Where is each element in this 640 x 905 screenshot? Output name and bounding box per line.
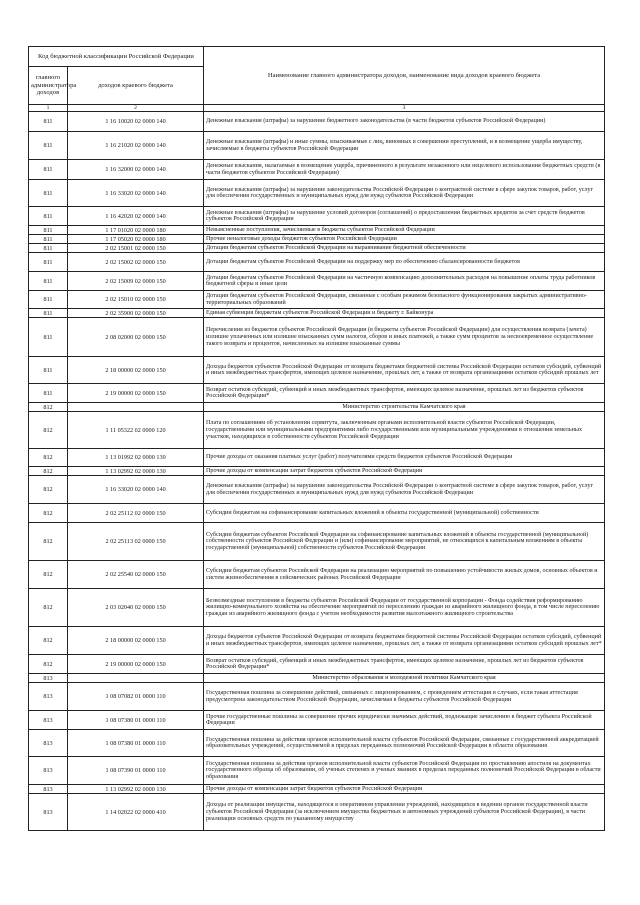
admin-code-cell: 812	[29, 523, 68, 561]
income-name-cell: Субсидии бюджетам на софинансирование капитальных вложений в объекты государственной (муниципальной) собственности	[204, 504, 605, 523]
admin-code-cell: 811	[29, 226, 68, 235]
table-row	[29, 244, 605, 253]
section-header-row	[29, 403, 605, 412]
income-name-cell: Денежные взыскания (штрафы) за нарушение условий договоров (соглашений) о предоставлении бюджетных кредитов за счет средств бюджетов субъектов Российской Федерации	[204, 207, 605, 226]
table-row	[29, 476, 605, 504]
admin-code-cell: 811	[29, 291, 68, 309]
income-code-cell: 2 02 15002 02 0000 150	[68, 253, 204, 272]
income-code-cell: 2 18 00000 02 0000 150	[68, 357, 204, 384]
admin-code-cell: 813	[29, 757, 68, 785]
table-row	[29, 235, 605, 244]
income-name-cell: Прочие государственные пошлины за совершение прочих юридически значимых действий, подлежащие зачислению в бюджет субъекта Российской Федерации	[204, 711, 605, 730]
income-name-cell: Министерство строительства Камчатского края	[204, 403, 605, 412]
table-row	[29, 160, 605, 180]
income-name-cell: Прочие доходы от компенсации затрат бюджетов субъектов Российской Федерации	[204, 467, 605, 476]
table-row	[29, 384, 605, 403]
income-code-cell: 2 02 25113 02 0000 150	[68, 523, 204, 561]
income-name-cell: Доходы бюджетов субъектов Российской Федерации от возврата бюджетами бюджетной системы Российской Федерации остатков субсидий, субвенций и иных межбюджетных трансфертов, имеющих целевое назначение, прошлых лет, а также от возврата организациями остатков субсидий прошлых лет*	[204, 627, 605, 655]
table-row	[29, 180, 605, 207]
table-row	[29, 711, 605, 730]
table-row	[29, 207, 605, 226]
table-row	[29, 794, 605, 831]
income-name-cell: Государственная пошлина за совершение действий, связанных с лицензированием, с проведением аттестации в случаях, если такая аттестация предусмотрена законодательством Российской Федерации, зачисляемая в бюджеты субъектов Российской Федерации	[204, 683, 605, 711]
budget-code-group-header: Код бюджетной классификации Российской Федерации	[29, 47, 204, 67]
income-code-cell: 1 16 10020 02 0000 140	[68, 112, 204, 132]
admin-code-cell: 812	[29, 403, 68, 412]
income-code-cell: 1 13 02992 02 0000 130	[68, 467, 204, 476]
table-row	[29, 309, 605, 318]
table-row	[29, 467, 605, 476]
income-code-cell: 1 17 05020 02 0000 180	[68, 235, 204, 244]
table-row	[29, 357, 605, 384]
income-code-cell: 1 08 07380 01 0000 110	[68, 730, 204, 757]
admin-code-cell: 813	[29, 683, 68, 711]
income-name-cell: Денежные взыскания (штрафы) за нарушение бюджетного законодательства (в части бюджетов субъектов Российской Федерации)	[204, 112, 605, 132]
table-row	[29, 132, 605, 160]
admin-code-cell: 811	[29, 235, 68, 244]
admin-code-cell: 811	[29, 384, 68, 403]
income-code-cell: 2 02 25540 02 0000 150	[68, 561, 204, 589]
table-row	[29, 757, 605, 785]
table-row	[29, 627, 605, 655]
income-name-cell: Дотации бюджетам субъектов Российской Федерации на выравнивание бюджетной обеспеченности	[204, 244, 605, 253]
income-name-cell: Министерство образования и молодежной политики Камчатского края	[204, 674, 605, 683]
income-code-cell: 1 08 07390 01 0000 110	[68, 757, 204, 785]
table-row	[29, 112, 605, 132]
income-name-cell: Перечисления из бюджетов субъектов Российской Федерации (в бюджеты субъектов Российской Федерации) для осуществления возврата (зачета) излишне уплаченных или излишне взысканных сумм налогов, сборов и иных платежей, а также сумм процентов за несвоевременное осуществление такого возврата и процентов, начисленных на излишне взысканные суммы	[204, 318, 605, 357]
admin-code-cell: 811	[29, 160, 68, 180]
income-code-cell: 1 11 05322 02 0000 120	[68, 412, 204, 449]
admin-code-cell: 813	[29, 785, 68, 794]
table-row	[29, 589, 605, 627]
income-code-column-header: доходов краевого бюджета	[68, 67, 204, 105]
income-name-cell: Государственная пошлина за действия органов исполнительной власти субъектов Российской Федерации по проставлению апостиля на документах государственного образца об образовании, об ученых степенях и ученых званиях в пределах переданных полномочий Российской Федерации в области образования	[204, 757, 605, 785]
income-code-cell: 2 02 25112 02 0000 150	[68, 504, 204, 523]
admin-code-column-header: главного администратора доходов	[29, 67, 68, 105]
income-name-cell: Плата по соглашениям об установлении сервитута, заключенным органами исполнительной власти субъектов Российской Федерации, государственными или муниципальными предприятиями либо государственными или муниципальными учреждениями в отношении земельных участков, находящихся в собственности субъектов Российской Федерации	[204, 412, 605, 449]
income-name-cell: Единая субвенция бюджетам субъектов Российской Федерации и бюджету г. Байконура	[204, 309, 605, 318]
table-row	[29, 272, 605, 291]
income-code-cell: 1 16 33020 02 0000 140	[68, 180, 204, 207]
name-column-header: Наименование главного администратора доходов, наименование вида доходов краевого бюджета	[204, 47, 605, 105]
income-name-cell: Денежные взыскания, налагаемые в возмещение ущерба, причиненного в результате незаконного или нецелевого использования бюджетных средств (в части бюджетов субъектов Российской Федерации)	[204, 160, 605, 180]
income-name-cell: Невыясненные поступления, зачисляемые в бюджеты субъектов Российской Федерации	[204, 226, 605, 235]
admin-code-cell: 811	[29, 244, 68, 253]
income-name-cell: Государственная пошлина за действия органов исполнительной власти субъектов Российской Федерации, связанные с государственной аккредитацией образовательных учреждений, осуществляемой в пределах переданных полномочий Российской Федерации в области образования	[204, 730, 605, 757]
income-name-cell: Прочие доходы от оказания платных услуг (работ) получателями средств бюджетов субъектов Российской Федерации	[204, 449, 605, 467]
table-row	[29, 730, 605, 757]
income-code-cell: 2 19 00000 02 0000 150	[68, 384, 204, 403]
table-row	[29, 655, 605, 674]
income-code-cell: 2 02 35900 02 0000 150	[68, 309, 204, 318]
admin-code-cell: 812	[29, 589, 68, 627]
table-row	[29, 504, 605, 523]
income-code-cell: 2 08 02000 02 0000 150	[68, 318, 204, 357]
table-row	[29, 253, 605, 272]
budget-table-sheet	[28, 46, 604, 831]
income-code-cell: 1 13 01992 02 0000 130	[68, 449, 204, 467]
admin-code-cell: 812	[29, 655, 68, 674]
income-name-cell: Денежные взыскания (штрафы) за нарушение законодательства Российской Федерации о контрактной системе в сфере закупок товаров, работ, услуг для обеспечения государственных и муниципальных нужд для нужд субъектов Российской Федерации	[204, 476, 605, 504]
admin-code-cell: 813	[29, 794, 68, 831]
income-code-cell: 1 16 33020 02 0000 140	[68, 476, 204, 504]
income-code-cell: 2 02 15010 02 0000 150	[68, 291, 204, 309]
income-code-cell: 1 16 21020 02 0000 140	[68, 132, 204, 160]
table-row	[29, 449, 605, 467]
income-name-cell: Субсидии бюджетам субъектов Российской Федерации на реализацию мероприятий по повышению устойчивости жилых домов, основных объектов и систем жизнеобеспечения в сейсмических районах Российской Федерации	[204, 561, 605, 589]
table-row	[29, 226, 605, 235]
table-row	[29, 523, 605, 561]
admin-code-cell: 811	[29, 357, 68, 384]
admin-code-cell: 812	[29, 476, 68, 504]
admin-code-cell: 812	[29, 627, 68, 655]
admin-code-cell: 812	[29, 467, 68, 476]
income-code-cell: 1 08 07380 01 0000 110	[68, 711, 204, 730]
income-code-cell: 2 18 00000 02 0000 150	[68, 627, 204, 655]
income-name-cell: Прочие доходы от компенсации затрат бюджетов субъектов Российской Федерации	[204, 785, 605, 794]
column-number-3: 3	[204, 105, 605, 112]
budget-classification-table	[28, 46, 605, 831]
table-body	[29, 112, 605, 831]
table-row	[29, 785, 605, 794]
table-row	[29, 561, 605, 589]
income-name-cell: Доходы бюджетов субъектов Российской Федерации от возврата бюджетами бюджетной системы Российской Федерации остатков субсидий, субвенций и иных межбюджетных трансфертов, имеющих целевое назначение, прошлых лет, а также от возврата организациями остатков субсидий прошлых лет	[204, 357, 605, 384]
column-number-1: 1	[29, 105, 68, 112]
income-code-cell: 2 19 00000 02 0000 150	[68, 655, 204, 674]
table-row	[29, 683, 605, 711]
income-name-cell: Возврат остатков субсидий, субвенций и иных межбюджетных трансфертов, имеющих целевое назначение, прошлых лет из бюджетов субъектов Российской Федерации*	[204, 384, 605, 403]
income-name-cell: Денежные взыскания (штрафы) за нарушение законодательства Российской Федерации о контрактной системе в сфере закупок товаров, работ, услуг для обеспечения государственных и муниципальных нужд для нужд субъектов Российской Федерации	[204, 180, 605, 207]
admin-code-cell: 812	[29, 449, 68, 467]
admin-code-cell: 811	[29, 207, 68, 226]
income-code-cell: 1 13 02992 02 0000 130	[68, 785, 204, 794]
admin-code-cell: 813	[29, 674, 68, 683]
income-name-cell: Прочие неналоговые доходы бюджетов субъектов Российской Федерации	[204, 235, 605, 244]
admin-code-cell: 811	[29, 318, 68, 357]
table-row	[29, 291, 605, 309]
income-code-cell: 2 03 02040 02 0000 150	[68, 589, 204, 627]
income-code-cell: 1 17 01020 02 0000 180	[68, 226, 204, 235]
admin-code-cell: 811	[29, 132, 68, 160]
admin-code-cell: 811	[29, 253, 68, 272]
admin-code-cell: 812	[29, 412, 68, 449]
table-row	[29, 318, 605, 357]
admin-code-cell: 811	[29, 180, 68, 207]
admin-code-cell: 813	[29, 711, 68, 730]
admin-code-cell: 812	[29, 561, 68, 589]
table-row	[29, 412, 605, 449]
section-header-row	[29, 674, 605, 683]
income-name-cell: Дотации бюджетам субъектов Российской Федерации на поддержку мер по обеспечению сбалансированности бюджетов	[204, 253, 605, 272]
income-code-cell: 1 16 32000 02 0000 140	[68, 160, 204, 180]
admin-code-cell: 811	[29, 309, 68, 318]
income-name-cell: Денежные взыскания (штрафы) и иные суммы, взыскиваемые с лиц, виновных в совершении преступлений, и в возмещение ущерба имуществу, зачисляемые в бюджеты субъектов Российской Федерации	[204, 132, 605, 160]
admin-code-cell: 812	[29, 504, 68, 523]
income-code-cell: 2 02 15009 02 0000 150	[68, 272, 204, 291]
admin-code-cell: 811	[29, 112, 68, 132]
column-number-2: 2	[68, 105, 204, 112]
income-code-cell: 1 16 42020 02 0000 140	[68, 207, 204, 226]
income-name-cell: Доходы от реализации имущества, находящегося в оперативном управлении учреждений, находящихся в ведении органов государственной власти субъектов Российской Федерации (за исключением имущества бюджетных и автономных учреждений субъектов Российской Федерации), в части реализации основных средств по указанному имуществу	[204, 794, 605, 831]
income-name-cell: Дотации бюджетам субъектов Российской Федерации, связанные с особым режимом безопасного функционирования закрытых административно-территориальных образований	[204, 291, 605, 309]
admin-code-cell: 811	[29, 272, 68, 291]
income-name-cell: Безвозмездные поступления в бюджеты субъектов Российской Федерации от государственной корпорации - Фонда содействия реформированию жилищно-коммунального хозяйства на обеспечение мероприятий по переселению граждан из аварийного жилищного фонда, в том числе переселению граждан из аварийного жилищного фонда с учетом необходимости развития малоэтажного жилищного строительства	[204, 589, 605, 627]
income-name-cell: Возврат остатков субсидий, субвенций и иных межбюджетных трансфертов, имеющих целевое назначение, прошлых лет из бюджетов субъектов Российской Федерации*	[204, 655, 605, 674]
income-code-cell: 1 14 02022 02 0000 410	[68, 794, 204, 831]
income-code-cell	[68, 674, 204, 683]
income-code-cell: 2 02 15001 02 0000 150	[68, 244, 204, 253]
admin-code-cell: 813	[29, 730, 68, 757]
income-code-cell: 1 08 07082 01 0000 110	[68, 683, 204, 711]
income-code-cell	[68, 403, 204, 412]
income-name-cell: Дотации бюджетам субъектов Российской Федерации на частичную компенсацию дополнительных расходов на повышение оплаты труда работников бюджетной сферы и иные цели	[204, 272, 605, 291]
income-name-cell: Субсидии бюджетам субъектов Российской Федерации на софинансирование капитальных вложений в объекты государственной (муниципальной) собственности субъектов Российской Федерации и (или) софинансирование мероприятий, не относящихся к капитальным вложениям в объекты государственной (муниципальной) собственности субъектов Российской Федерации	[204, 523, 605, 561]
